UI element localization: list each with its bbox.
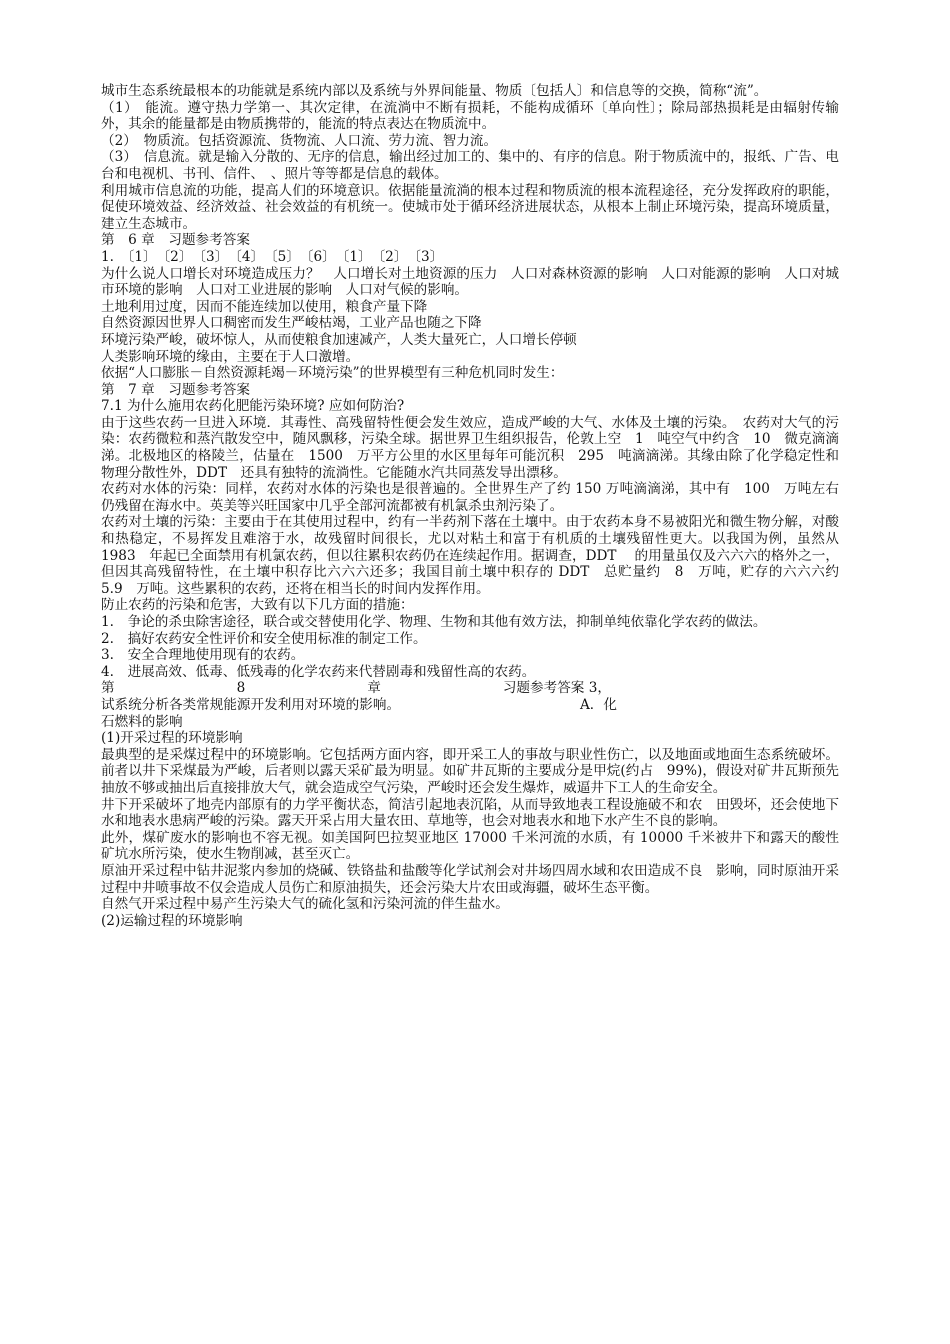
measure-4: 4. 进展高效、低毒、低残毒的化学农药来代替剧毒和残留性高的农药。: [101, 663, 536, 680]
measure-2: 2. 搞好农药安全性评价和安全使用标准的制定工作。: [101, 630, 427, 647]
question-8-3-text: 试系统分析各类常规能源开发利用对环境的影响。: [101, 696, 401, 713]
chapter-7-heading: 第 7 章 习题参考答案: [101, 381, 250, 398]
chapter-8-part-4: 习题参考答案 3，: [502, 680, 611, 697]
paragraph-pesticide-air: 由于这些农药一旦进入环境．其毒性、高残留特性便会发生效应，造成严峻的大气、水体及土壤的污染。 农药对大气的污染：农药微粒和蒸汽散发空中，随风飘移，污染全球。据世界卫生组织报告，伦敦上空 1 吨空气中约含 10 微克滴滴涕。北极地区的格陵兰，估量在 1500 万平方公里的水区里每年可能沉积 295 吨滴滴涕。其缘由除了化学稳定性和物理分散性外，DDT 还具有独特的流淌性。它能随水汽共同蒸发导出漂移。: [101, 414, 839, 481]
paragraph-information-use: 利用城市信息流的功能，提高人们的环境意识。依据能量流淌的根本过程和物质流的根本流程途径，充分发挥政府的职能，促使环境效益、经济效益、社会效益的有机统一。使城市处于循环经济进展状态，从根本上制止环境污染，提高环境质量，建立生态城市。: [101, 182, 839, 232]
paragraph-population-pressure: 为什么说人口增长对环境造成压力？ 人口增长对土地资源的压力 人口对森林资源的影响 人口对能源的影响 人口对城市环境的影响 人口对工业进展的影响 人口对气候的影响。: [101, 265, 839, 299]
question-8-3-tail: A．化: [579, 696, 617, 713]
paragraph-mine-water: 此外，煤矿废水的影响也不容无视。如美国阿巴拉契亚地区 17000 千米河流的水质，有 10000 千米被井下和露天的酸性矿坑水所污染，使水生物削减，甚至灭亡。: [101, 829, 839, 863]
paragraph-intro: 城市生态系统最根本的功能就是系统内部以及系统与外界间能量、物质〔包括人〕和信息等的交换，简称“流”。: [101, 83, 768, 99]
paragraph-land-use: 土地利用过度，因而不能连续加以使用，粮食产量下降: [101, 298, 428, 315]
answer-list: 1. 〔1〕 〔2〕 〔3〕 〔4〕 〔5〕 〔6〕 〔1〕 〔2〕 〔3〕: [101, 248, 444, 265]
chapter-8-part-2: 8: [236, 680, 246, 697]
chapter-6-heading: 第 6 章 习题参考答案: [101, 232, 250, 249]
question-7-1: 7.1 为什么施用农药化肥能污染环境? 应如何防治?: [101, 398, 405, 415]
paragraph-subsidence: 井下开采破坏了地壳内部原有的力学平衡状态，简洁引起地表沉陷，从而导致地表工程设施破不和农 田毁坏，还会使地下水和地表水患病严峻的污染。露天开采占用大量农田、草地等，也会对地表水和地下水产生不良的影响。: [101, 796, 839, 830]
paragraph-resources: 自然资源因世界人口稠密而发生严峻枯竭，工业产品也随之下降: [101, 315, 482, 332]
paragraph-oil-extraction: 原油开采过程中钻井泥浆内参加的烧碱、铁铬盐和盐酸等化学试剂会对井场四周水域和农田造成不良 影响，同时原油开采过程中井喷事故不仅会造成人员伤亡和原油损失，还会污染大片农田或海疆，破坏生态平衡。: [101, 862, 839, 896]
document-page: [101, 83, 853, 929]
question-8-3: [101, 697, 839, 714]
paragraph-natural-gas: 自然气开采过程中易产生污染大气的硫化氢和污染河流的伴生盐水。: [101, 896, 509, 913]
chapter-8-part-3: 章: [367, 680, 381, 697]
heading-mining: (1)开采过程的环境影响: [101, 730, 243, 747]
chapter-8-heading: [101, 680, 839, 697]
paragraph-pesticide-soil: 农药对土壤的污染：主要由于在其使用过程中，约有一半药剂下落在土壤中。由于农药本身不易被阳光和微生物分解，对酸和热稳定，不易挥发且难溶于水，故残留时间很长，尤以对粘土和富于有机质的土壤残留性更大。以我国为例，虽然从 1983 年起已全面禁用有机氯农药，但以往累积农药仍在连续起作用。据调查，DDT 的用量虽仅及六六六的格外之一，但因其高残留特性，在土壤中积存比六六六还多；我国目前土壤中积存的 DDT 总贮量约 8 万吨，贮存的六六六约 5.9 万吨。这些累积的农药，还将在相当长的时间内发挥作用。: [101, 514, 853, 597]
paragraph-pollution: 环境污染严峻，破坏惊人，从而使粮食加速减产，人类大量死亡，人口增长停顿: [101, 331, 577, 348]
paragraph-cause: 人类影响环境的缘由，主要在于人口激增。: [101, 348, 360, 365]
paragraph-pesticide-water: 农药对水体的污染：同样，农药对水体的污染也是很普遍的。全世界生产了约 150 万吨滴滴涕，其中有 100 万吨左右仍残留在海水中。英美等兴旺国家中几乎全部河流都被有机氯杀虫剂污染了。: [101, 481, 839, 514]
chapter-8-part-1: 第: [101, 680, 115, 697]
paragraph-material-flow: （2） 物质流。包括资源流、货物流、人口流、劳力流、智力流。: [101, 132, 498, 149]
paragraph-information-flow: （3） 信息流。就是输入分散的、无序的信息，输出经过加工的、集中的、有序的信息。附于物质流中的，报纸、广告、电台和电视机、书刊、信件、 、照片等等都是信息的载体。: [101, 149, 839, 182]
paragraph-world-model: 依据“人口膨胀－自然资源耗竭－环境污染”的世界模型有三种危机同时发生：: [101, 365, 564, 382]
paragraph-prevention: 防止农药的污染和危害，大致有以下几方面的措施：: [101, 597, 414, 614]
paragraph-energy-flow: （1） 能流。遵守热力学第一、其次定律，在流淌中不断有损耗，不能构成循环〔单向性〕；除局部热损耗是由辐射传输外，其余的能量都是由物质携带的，能流的特点表达在物质流中。: [101, 99, 839, 133]
measure-1: 1. 争论的杀虫除害途径，联合或交替使用化学、物理、生物和其他有效方法，抑制单纯依靠化学农药的做法。: [101, 614, 767, 630]
paragraph-coal-mining: 最典型的是采煤过程中的环境影响。它包括两方面内容，即开采工人的事故与职业性伤亡，以及地面或地面生态系统破坏。前者以井下采煤最为严峻，后者则以露天采矿最为明显。如矿井瓦斯的主要成分是甲烷(约占 99%)，假设对矿井瓦斯预先抽放不够或抽出后直接排放大气，就会造成空气污染，严峻时还会发生爆炸，威逼井下工人的生命安全。: [101, 746, 839, 796]
heading-transport: (2)运输过程的环境影响: [101, 912, 243, 929]
paragraph-fossil-fuel: 石燃料的影响: [101, 713, 183, 730]
measure-3: 3. 安全合理地使用现有的农药。: [101, 647, 305, 664]
